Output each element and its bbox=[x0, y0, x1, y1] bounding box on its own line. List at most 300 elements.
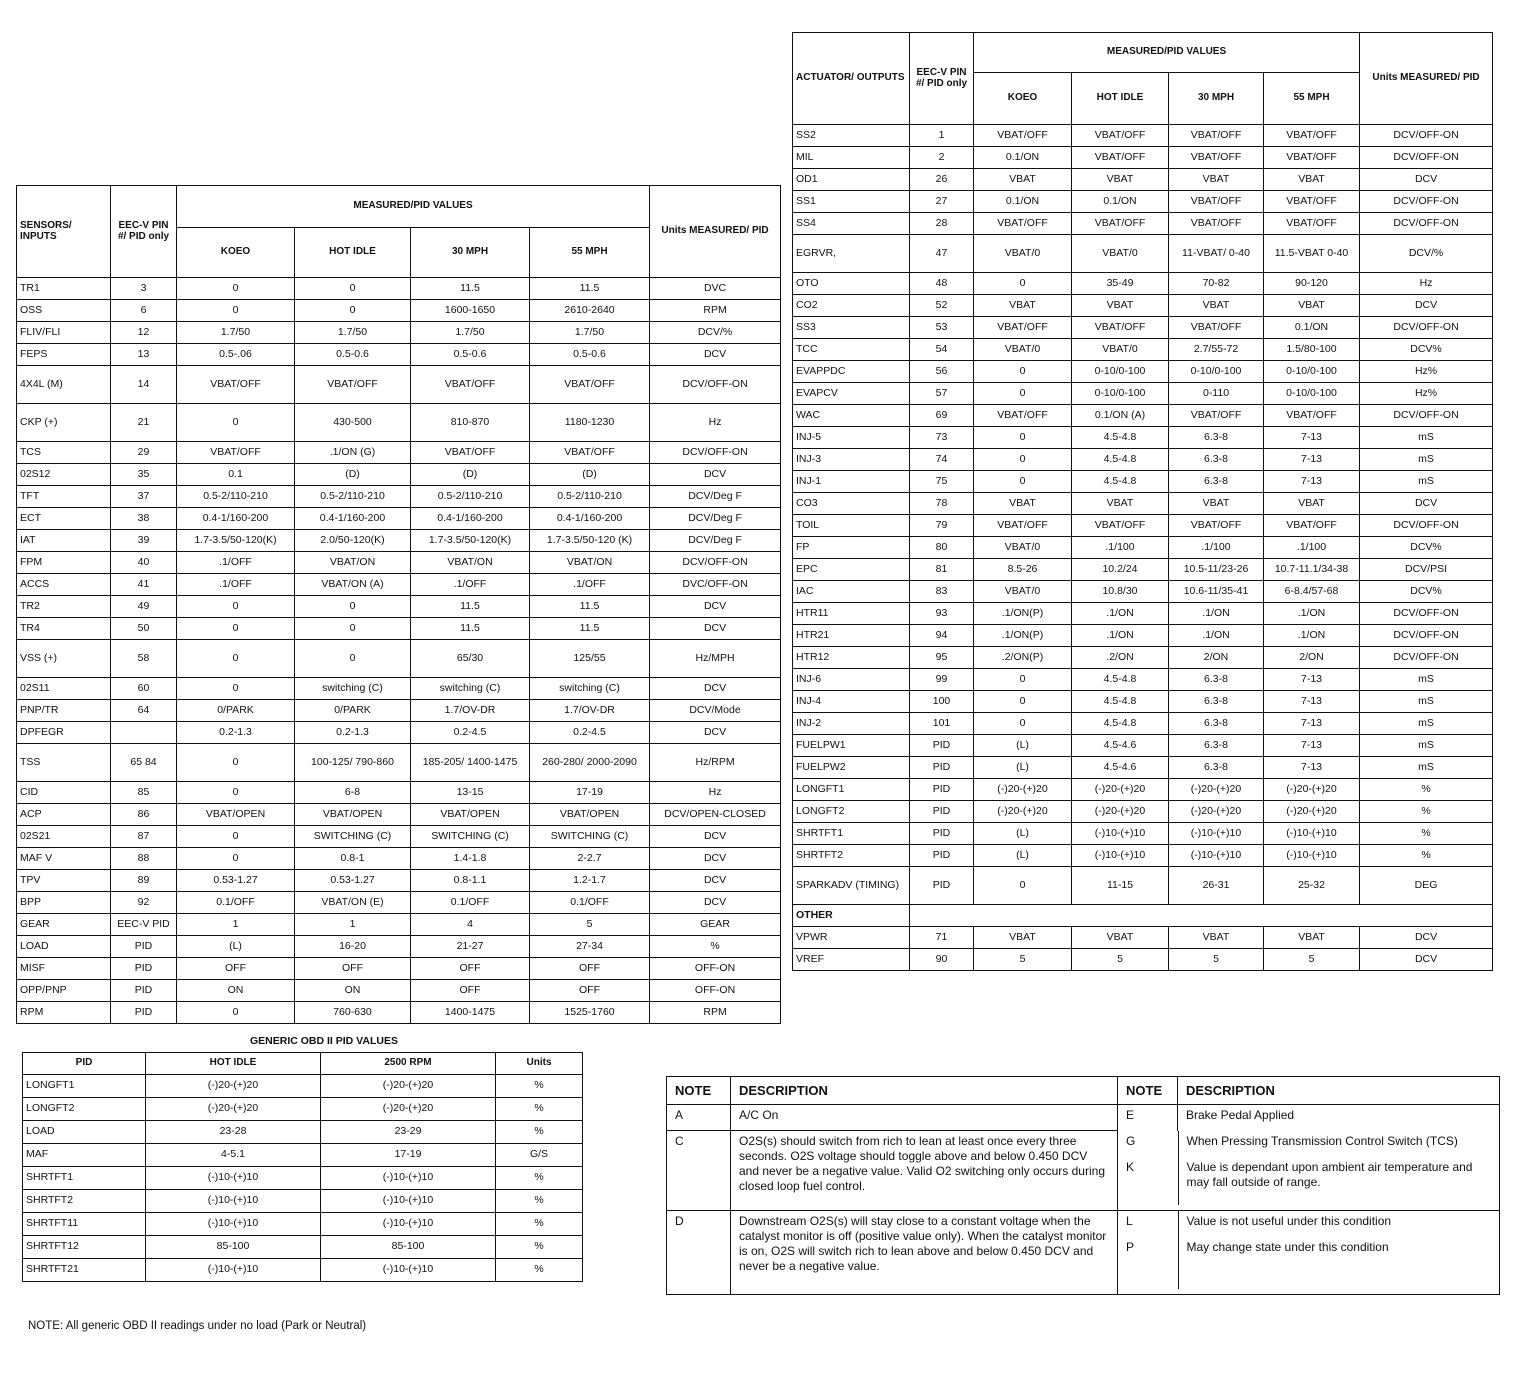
obd-cell: % bbox=[496, 1098, 583, 1121]
actuator-cell: 101 bbox=[910, 713, 974, 735]
actuator-cell: % bbox=[1360, 845, 1493, 867]
sensor-cell: RPM bbox=[650, 300, 781, 322]
actuators-col-pin: EEC-V PIN #/ PID only bbox=[910, 33, 974, 125]
actuator-cell: VBAT bbox=[974, 493, 1072, 515]
sensor-cell: OPP/PNP bbox=[17, 980, 111, 1002]
actuator-cell: (-)10-(+)10 bbox=[1072, 823, 1169, 845]
actuator-cell: VBAT bbox=[1169, 169, 1264, 191]
actuator-cell: .1/ON bbox=[1264, 625, 1360, 647]
actuator-cell: PID bbox=[910, 779, 974, 801]
actuator-cell: (-)20-(+)20 bbox=[974, 801, 1072, 823]
sensor-cell: 0 bbox=[295, 618, 411, 640]
obd-body bbox=[23, 1075, 583, 1282]
sensor-cell: Hz bbox=[650, 404, 781, 442]
sensor-cell: 49 bbox=[111, 596, 177, 618]
sensor-cell: (L) bbox=[177, 936, 295, 958]
sensor-cell: 0 bbox=[177, 848, 295, 870]
actuator-cell: 83 bbox=[910, 581, 974, 603]
actuator-cell: DCV/OFF-ON bbox=[1360, 625, 1493, 647]
actuator-cell: VBAT/0 bbox=[974, 581, 1072, 603]
obd-cell: 85-100 bbox=[146, 1236, 321, 1259]
sensor-row bbox=[17, 848, 781, 870]
sensor-cell: DCV/Deg F bbox=[650, 486, 781, 508]
actuator-row bbox=[793, 625, 1493, 647]
actuator-row bbox=[793, 125, 1493, 147]
sensor-cell: 12 bbox=[111, 322, 177, 344]
sensor-cell: DCV/Mode bbox=[650, 700, 781, 722]
actuator-cell: 0-10/0-100 bbox=[1264, 361, 1360, 383]
sensor-cell: DCV bbox=[650, 678, 781, 700]
obd-row bbox=[23, 1098, 583, 1121]
actuator-cell: 73 bbox=[910, 427, 974, 449]
actuator-cell: 0-10/0-100 bbox=[1264, 383, 1360, 405]
sensor-cell: GEAR bbox=[650, 914, 781, 936]
actuator-row bbox=[793, 147, 1493, 169]
sensor-row bbox=[17, 958, 781, 980]
sensor-row bbox=[17, 464, 781, 486]
obd-caption: GENERIC OBD II PID VALUES bbox=[250, 1035, 398, 1047]
sensor-cell: DCV bbox=[650, 464, 781, 486]
actuator-row bbox=[793, 273, 1493, 295]
actuator-cell: PID bbox=[910, 823, 974, 845]
actuator-other-cell: DCV bbox=[1360, 927, 1493, 949]
obd-cell: (-)10-(+)10 bbox=[321, 1167, 496, 1190]
sensor-cell: 0.2-1.3 bbox=[295, 722, 411, 744]
actuator-cell: 7-13 bbox=[1264, 713, 1360, 735]
sensor-cell: .1/OFF bbox=[530, 574, 650, 596]
sensor-cell: IAT bbox=[17, 530, 111, 552]
actuator-cell: 10.2/24 bbox=[1072, 559, 1169, 581]
actuator-cell: INJ-6 bbox=[793, 669, 910, 691]
obd-row bbox=[23, 1190, 583, 1213]
actuator-cell: SS3 bbox=[793, 317, 910, 339]
sensor-cell: 0.4-1/160-200 bbox=[530, 508, 650, 530]
actuator-cell: DCV/OFF-ON bbox=[1360, 405, 1493, 427]
actuator-cell: 54 bbox=[910, 339, 974, 361]
actuator-cell: DCV bbox=[1360, 169, 1493, 191]
actuator-row bbox=[793, 845, 1493, 867]
actuator-cell: 78 bbox=[910, 493, 974, 515]
sensor-cell: 0 bbox=[177, 596, 295, 618]
sensor-cell: 0 bbox=[177, 782, 295, 804]
actuator-cell: 75 bbox=[910, 471, 974, 493]
sensor-cell: 1.7-3.5/50-120(K) bbox=[177, 530, 295, 552]
actuator-cell: VBAT/OFF bbox=[1264, 147, 1360, 169]
sensor-cell: 185-205/ 1400-1475 bbox=[411, 744, 530, 782]
sensor-cell: VBAT/OPEN bbox=[411, 804, 530, 826]
actuator-cell: Hz% bbox=[1360, 361, 1493, 383]
actuator-cell: 80 bbox=[910, 537, 974, 559]
sensor-row bbox=[17, 722, 781, 744]
actuator-row bbox=[793, 427, 1493, 449]
actuator-cell: 6.3-8 bbox=[1169, 713, 1264, 735]
sensor-cell: OFF bbox=[177, 958, 295, 980]
sensor-cell: 1.7/OV-DR bbox=[530, 700, 650, 722]
obd-cell: (-)10-(+)10 bbox=[321, 1213, 496, 1236]
obd-cell: (-)10-(+)10 bbox=[146, 1213, 321, 1236]
actuator-cell: VBAT/0 bbox=[1072, 235, 1169, 273]
actuator-row bbox=[793, 317, 1493, 339]
sensor-cell: 100-125/ 790-860 bbox=[295, 744, 411, 782]
obd-cell: (-)20-(+)20 bbox=[146, 1098, 321, 1121]
sensor-cell: 2610-2640 bbox=[530, 300, 650, 322]
actuator-cell: .1/100 bbox=[1072, 537, 1169, 559]
sensor-cell: OFF bbox=[295, 958, 411, 980]
sensor-cell: DVC bbox=[650, 278, 781, 300]
sensor-cell: 5 bbox=[530, 914, 650, 936]
actuator-cell: INJ-3 bbox=[793, 449, 910, 471]
sensor-cell: switching (C) bbox=[295, 678, 411, 700]
actuator-cell: 47 bbox=[910, 235, 974, 273]
actuator-cell: 69 bbox=[910, 405, 974, 427]
sensor-cell: TPV bbox=[17, 870, 111, 892]
sensor-cell: 0/PARK bbox=[295, 700, 411, 722]
sensor-cell: RPM bbox=[17, 1002, 111, 1024]
sensor-cell: DVC/OFF-ON bbox=[650, 574, 781, 596]
actuator-cell: 0.1/ON bbox=[974, 191, 1072, 213]
actuator-cell: 74 bbox=[910, 449, 974, 471]
obd-cell: SHRTFT21 bbox=[23, 1259, 146, 1282]
sensor-cell: 16-20 bbox=[295, 936, 411, 958]
sensor-cell: MISF bbox=[17, 958, 111, 980]
actuators-body bbox=[793, 125, 1493, 971]
sensor-cell: 0.4-1/160-200 bbox=[177, 508, 295, 530]
sensor-cell: 4X4L (M) bbox=[17, 366, 111, 404]
actuator-cell: mS bbox=[1360, 449, 1493, 471]
actuator-cell: 4.5-4.8 bbox=[1072, 449, 1169, 471]
actuator-cell: 26 bbox=[910, 169, 974, 191]
sensor-cell: 02S21 bbox=[17, 826, 111, 848]
actuator-cell: 11-15 bbox=[1072, 867, 1169, 905]
sensor-cell bbox=[111, 722, 177, 744]
sensor-cell: 1.7/50 bbox=[295, 322, 411, 344]
actuator-cell: VBAT/0 bbox=[974, 339, 1072, 361]
sensor-cell: switching (C) bbox=[530, 678, 650, 700]
note-letter: C bbox=[667, 1131, 731, 1211]
actuator-row bbox=[793, 471, 1493, 493]
actuator-cell: VBAT/OFF bbox=[1072, 147, 1169, 169]
actuator-cell: 1 bbox=[910, 125, 974, 147]
actuator-cell: 4.5-4.8 bbox=[1072, 471, 1169, 493]
actuator-cell: 4.5-4.6 bbox=[1072, 735, 1169, 757]
sensor-cell: PID bbox=[111, 1002, 177, 1024]
sensor-cell: VBAT/ON bbox=[411, 552, 530, 574]
actuator-cell: 6.3-8 bbox=[1169, 669, 1264, 691]
actuator-cell: % bbox=[1360, 823, 1493, 845]
actuator-cell: 4.5-4.6 bbox=[1072, 757, 1169, 779]
sensor-row bbox=[17, 322, 781, 344]
sensor-cell: DCV bbox=[650, 826, 781, 848]
sensor-cell: PID bbox=[111, 936, 177, 958]
obd-cell: (-)10-(+)10 bbox=[146, 1259, 321, 1282]
actuator-cell: TOIL bbox=[793, 515, 910, 537]
actuator-cell: mS bbox=[1360, 471, 1493, 493]
sensor-cell: 60 bbox=[111, 678, 177, 700]
sensor-cell: CID bbox=[17, 782, 111, 804]
sensor-cell: VBAT/ON (A) bbox=[295, 574, 411, 596]
sensor-cell: 37 bbox=[111, 486, 177, 508]
actuator-cell: HTR12 bbox=[793, 647, 910, 669]
sensor-cell: OFF bbox=[530, 980, 650, 1002]
sensor-cell: 38 bbox=[111, 508, 177, 530]
sensor-cell: TCS bbox=[17, 442, 111, 464]
actuator-cell: 93 bbox=[910, 603, 974, 625]
actuators-col-hot-idle: HOT IDLE bbox=[1072, 73, 1169, 125]
actuator-cell: (L) bbox=[974, 845, 1072, 867]
sensor-cell: 29 bbox=[111, 442, 177, 464]
actuator-cell: .1/ON bbox=[1169, 625, 1264, 647]
actuator-cell: PID bbox=[910, 867, 974, 905]
actuator-cell: SS1 bbox=[793, 191, 910, 213]
actuator-cell: VBAT bbox=[1169, 493, 1264, 515]
actuator-cell: (-)20-(+)20 bbox=[974, 779, 1072, 801]
sensor-cell: 0 bbox=[295, 300, 411, 322]
obd-table bbox=[22, 1052, 583, 1282]
sensor-cell: VBAT/OFF bbox=[177, 366, 295, 404]
actuator-cell: DCV% bbox=[1360, 581, 1493, 603]
sensor-cell: DCV bbox=[650, 848, 781, 870]
obd-cell: % bbox=[496, 1075, 583, 1098]
obd-row bbox=[23, 1121, 583, 1144]
actuator-other-cell: VBAT bbox=[974, 927, 1072, 949]
sensor-cell: ON bbox=[177, 980, 295, 1002]
sensor-cell: OFF bbox=[530, 958, 650, 980]
actuator-row bbox=[793, 581, 1493, 603]
actuator-other-cell: VREF bbox=[793, 949, 910, 971]
actuator-row bbox=[793, 823, 1493, 845]
actuator-cell: 90-120 bbox=[1264, 273, 1360, 295]
sensor-row bbox=[17, 826, 781, 848]
actuator-cell: OTO bbox=[793, 273, 910, 295]
sensor-cell: SWITCHING (C) bbox=[530, 826, 650, 848]
actuator-other-cell: VPWR bbox=[793, 927, 910, 949]
actuator-cell: 48 bbox=[910, 273, 974, 295]
sensor-cell: VBAT/OPEN bbox=[530, 804, 650, 826]
actuator-row bbox=[793, 779, 1493, 801]
actuator-cell: OD1 bbox=[793, 169, 910, 191]
actuator-cell: 2 bbox=[910, 147, 974, 169]
actuator-row bbox=[793, 559, 1493, 581]
sensor-cell: .1/ON (G) bbox=[295, 442, 411, 464]
actuators-col-55mph: 55 MPH bbox=[1264, 73, 1360, 125]
sensor-cell: DCV/OFF-ON bbox=[650, 552, 781, 574]
actuator-cell: VBAT bbox=[974, 295, 1072, 317]
actuator-cell: 0.1/ON bbox=[974, 147, 1072, 169]
actuator-cell: 6.3-8 bbox=[1169, 427, 1264, 449]
sensor-cell: 14 bbox=[111, 366, 177, 404]
obd-cell: SHRTFT12 bbox=[23, 1236, 146, 1259]
sensor-cell: 0 bbox=[295, 596, 411, 618]
actuators-col-30mph: 30 MPH bbox=[1169, 73, 1264, 125]
actuator-cell: VBAT/OFF bbox=[1169, 191, 1264, 213]
sensor-cell: 1.2-1.7 bbox=[530, 870, 650, 892]
actuator-cell: .1/ON bbox=[1072, 625, 1169, 647]
sensor-cell: 0 bbox=[177, 1002, 295, 1024]
actuator-cell: DCV/% bbox=[1360, 235, 1493, 273]
sensor-cell: DCV/OFF-ON bbox=[650, 442, 781, 464]
sensor-cell: VBAT/OFF bbox=[411, 442, 530, 464]
sensor-cell: BPP bbox=[17, 892, 111, 914]
sensor-cell: 85 bbox=[111, 782, 177, 804]
sensor-cell: 760-630 bbox=[295, 1002, 411, 1024]
sensor-cell: 86 bbox=[111, 804, 177, 826]
sensor-row bbox=[17, 980, 781, 1002]
actuator-cell: (-)20-(+)20 bbox=[1072, 779, 1169, 801]
sensor-cell: PID bbox=[111, 958, 177, 980]
sensor-cell: 11.5 bbox=[530, 596, 650, 618]
sensor-cell: switching (C) bbox=[411, 678, 530, 700]
actuator-cell: .1/ON(P) bbox=[974, 603, 1072, 625]
actuator-cell: VBAT/OFF bbox=[1072, 213, 1169, 235]
obd-cell: 23-29 bbox=[321, 1121, 496, 1144]
obd-col-2500rpm: 2500 RPM bbox=[321, 1053, 496, 1075]
notes-col-note-left: NOTE bbox=[667, 1077, 731, 1105]
actuator-cell: 7-13 bbox=[1264, 427, 1360, 449]
sensor-cell: DPFEGR bbox=[17, 722, 111, 744]
obd-row bbox=[23, 1167, 583, 1190]
sensor-row bbox=[17, 782, 781, 804]
sensors-col-hot-idle: HOT IDLE bbox=[295, 228, 411, 278]
actuator-cell: mS bbox=[1360, 427, 1493, 449]
actuator-cell: DEG bbox=[1360, 867, 1493, 905]
sensor-cell: 1180-1230 bbox=[530, 404, 650, 442]
sensor-cell: EEC-V PID bbox=[111, 914, 177, 936]
actuator-cell: 6.3-8 bbox=[1169, 735, 1264, 757]
actuator-row bbox=[793, 405, 1493, 427]
sensor-cell: 17-19 bbox=[530, 782, 650, 804]
actuator-row bbox=[793, 191, 1493, 213]
sensor-row bbox=[17, 596, 781, 618]
actuator-cell: HTR11 bbox=[793, 603, 910, 625]
actuator-cell: 11-VBAT/ 0-40 bbox=[1169, 235, 1264, 273]
actuator-cell: 0 bbox=[974, 449, 1072, 471]
actuator-cell: DCV/OFF-ON bbox=[1360, 213, 1493, 235]
actuator-cell: VBAT bbox=[1264, 169, 1360, 191]
actuator-cell: 0-10/0-100 bbox=[1072, 383, 1169, 405]
sensor-cell: 0/PARK bbox=[177, 700, 295, 722]
obd-cell: (-)20-(+)20 bbox=[321, 1098, 496, 1121]
obd-footnote: NOTE: All generic OBD II readings under no load (Park or Neutral) bbox=[28, 1320, 367, 1332]
sensor-cell: GEAR bbox=[17, 914, 111, 936]
sensors-col-pin: EEC-V PIN #/ PID only bbox=[111, 186, 177, 278]
sensor-cell: 0.1/OFF bbox=[530, 892, 650, 914]
actuator-cell: EVAPCV bbox=[793, 383, 910, 405]
actuator-cell: 7-13 bbox=[1264, 691, 1360, 713]
actuator-cell: (L) bbox=[974, 757, 1072, 779]
note-description: May change state under this condition bbox=[1186, 1240, 1389, 1254]
sensor-cell: .1/OFF bbox=[177, 574, 295, 596]
obd-row bbox=[23, 1213, 583, 1236]
sensor-cell: 0.5-0.6 bbox=[530, 344, 650, 366]
sensor-cell: DCV bbox=[650, 618, 781, 640]
sensor-cell: 58 bbox=[111, 640, 177, 678]
actuator-cell: INJ-2 bbox=[793, 713, 910, 735]
sensor-cell: DCV/% bbox=[650, 322, 781, 344]
sensor-row bbox=[17, 618, 781, 640]
note-description: Value is dependant upon ambient air temperature and may fall outside of range. bbox=[1186, 1159, 1473, 1189]
sensor-cell: TR1 bbox=[17, 278, 111, 300]
actuator-cell: VBAT/OFF bbox=[974, 405, 1072, 427]
sensor-cell: TR4 bbox=[17, 618, 111, 640]
sensor-cell: SWITCHING (C) bbox=[411, 826, 530, 848]
actuator-cell: VBAT/OFF bbox=[1072, 515, 1169, 537]
actuator-row bbox=[793, 669, 1493, 691]
actuator-cell: % bbox=[1360, 801, 1493, 823]
obd-row bbox=[23, 1075, 583, 1098]
sensor-cell: 02S11 bbox=[17, 678, 111, 700]
sensor-row bbox=[17, 640, 781, 678]
sensor-cell: 0.4-1/160-200 bbox=[411, 508, 530, 530]
sensor-cell: 0 bbox=[177, 678, 295, 700]
sensor-cell: 0 bbox=[177, 404, 295, 442]
sensor-cell: 4 bbox=[411, 914, 530, 936]
obd-cell: 85-100 bbox=[321, 1236, 496, 1259]
sensor-cell: ON bbox=[295, 980, 411, 1002]
obd-cell: (-)10-(+)10 bbox=[321, 1259, 496, 1282]
sensor-cell: VBAT/OFF bbox=[530, 442, 650, 464]
sensor-cell: 0 bbox=[177, 826, 295, 848]
actuator-cell: VBAT/0 bbox=[974, 537, 1072, 559]
actuator-cell: mS bbox=[1360, 669, 1493, 691]
sensor-cell: (D) bbox=[295, 464, 411, 486]
actuators-table bbox=[792, 32, 1493, 971]
actuator-cell: VBAT bbox=[1264, 295, 1360, 317]
notes-right-inner-2 bbox=[1118, 1211, 1499, 1289]
actuator-cell: (L) bbox=[974, 823, 1072, 845]
sensor-cell: 02S12 bbox=[17, 464, 111, 486]
obd-row bbox=[23, 1236, 583, 1259]
actuator-cell: .2/ON bbox=[1072, 647, 1169, 669]
actuator-cell: EVAPPDC bbox=[793, 361, 910, 383]
actuator-cell: TCC bbox=[793, 339, 910, 361]
obd-cell: (-)10-(+)10 bbox=[146, 1190, 321, 1213]
sensor-row bbox=[17, 678, 781, 700]
actuator-cell: 81 bbox=[910, 559, 974, 581]
actuator-cell: FP bbox=[793, 537, 910, 559]
sensor-cell: 27-34 bbox=[530, 936, 650, 958]
actuator-cell: 2/ON bbox=[1264, 647, 1360, 669]
sensor-row bbox=[17, 804, 781, 826]
obd-cell: % bbox=[496, 1259, 583, 1282]
sensors-col-55mph: 55 MPH bbox=[530, 228, 650, 278]
actuator-cell: VBAT/OFF bbox=[1169, 213, 1264, 235]
sensor-cell: DCV bbox=[650, 870, 781, 892]
actuator-cell: 57 bbox=[910, 383, 974, 405]
obd-cell: (-)20-(+)20 bbox=[321, 1075, 496, 1098]
actuator-cell: mS bbox=[1360, 691, 1493, 713]
actuator-cell: (-)20-(+)20 bbox=[1169, 801, 1264, 823]
note-description: O2S(s) should switch from rich to lean at least once every three seconds. O2S voltage should toggle above and below 0.450 DCV and never be a negative value. Valid O2 switching only occurs during closed loop fuel control. bbox=[731, 1131, 1118, 1211]
sensor-cell: 92 bbox=[111, 892, 177, 914]
actuator-cell: VBAT bbox=[974, 169, 1072, 191]
sensor-cell: 1.7/50 bbox=[530, 322, 650, 344]
actuator-cell: MIL bbox=[793, 147, 910, 169]
actuator-row bbox=[793, 449, 1493, 471]
sensor-cell: 11.5 bbox=[411, 596, 530, 618]
actuators-col-units: Units MEASURED/ PID bbox=[1360, 33, 1493, 125]
actuator-row bbox=[793, 515, 1493, 537]
actuator-cell: (-)10-(+)10 bbox=[1169, 845, 1264, 867]
sensor-cell: ACP bbox=[17, 804, 111, 826]
note-letter: G bbox=[1118, 1131, 1178, 1157]
sensor-cell: 11.5 bbox=[530, 278, 650, 300]
actuator-other-cell: VBAT bbox=[1264, 927, 1360, 949]
sensor-cell: 39 bbox=[111, 530, 177, 552]
sensor-cell: 0.2-4.5 bbox=[411, 722, 530, 744]
actuator-other-cell: VBAT bbox=[1072, 927, 1169, 949]
obd-col-pid: PID bbox=[23, 1053, 146, 1075]
sensor-cell: RPM bbox=[650, 1002, 781, 1024]
